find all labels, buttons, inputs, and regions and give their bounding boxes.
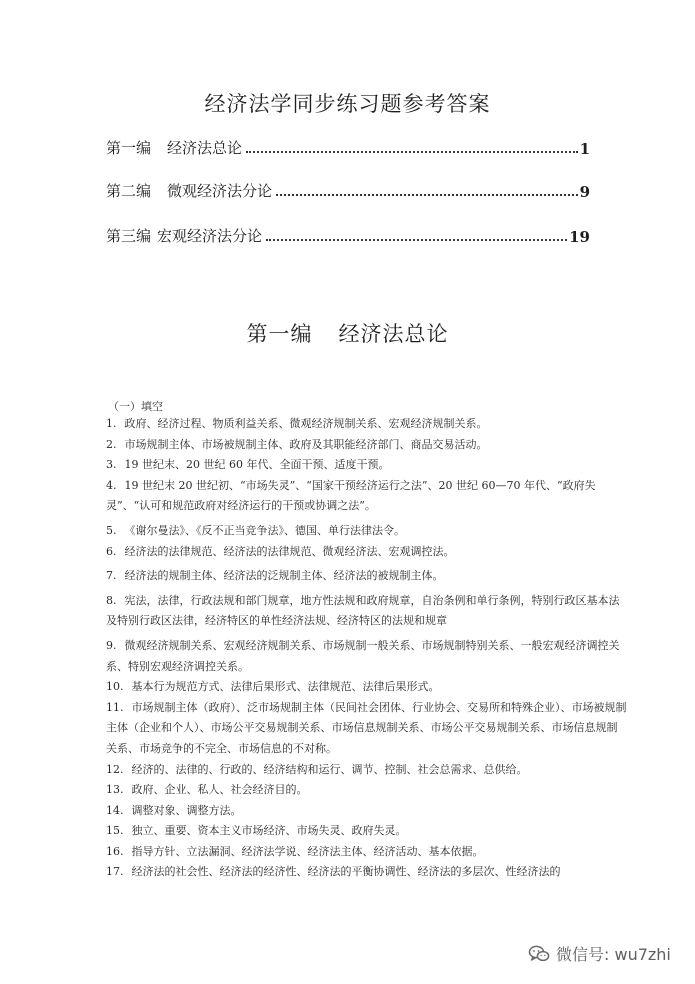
toc-name: 宏观经济法分论 [157,227,263,245]
answer-item [106,435,628,456]
answer-text: 指导方针、立法漏洞、经济法学说、经济法主体、经济活动、基本依据。 [131,844,484,858]
answer-item [106,521,628,542]
toc-part: 第三编 [106,227,152,245]
answer-item [106,636,628,677]
answer-item [106,455,628,476]
answer-item [106,414,628,435]
section-name: 经济法总论 [338,322,449,346]
answer-number: 10. [106,680,124,694]
answer-text: 经济的、法律的、行政的、经济结构和运行、调节、控制、社会总需求、总供给。 [131,762,528,776]
answer-item [106,677,628,698]
answer-text: 微观经济规制关系、宏观经济规制关系、市场规制一般关系、市场规制特别关系、一般宏观经济调控关系、特别宏观经济调控关系。 [106,638,620,673]
answer-item [106,566,628,587]
toc-entry[interactable] [106,134,590,158]
toc-part: 第二编 [106,182,152,200]
answer-text: 《谢尔曼法》、《反不正当竞争法》、德国、单行法律法令。 [124,523,405,537]
answer-text: 基本行为规范方式、法律后果形式、法律规范、法律后果形式。 [131,680,440,694]
section-part: 第一编 [246,322,313,346]
answer-number: 7. [106,569,117,583]
answer-text: 经济法的规制主体、经济法的泛规制主体、经济法的被规制主体。 [124,569,444,583]
toc-leader-dots [276,194,578,196]
answer-number: 12. [106,762,124,776]
answer-text: 调整对象、调整方法。 [131,803,242,817]
toc-leader-dots [266,239,567,241]
toc-part: 第一编 [106,139,152,157]
document-title: 经济法学同步练习题参考答案 [204,92,491,116]
answer-number: 5. [106,523,117,537]
answer-number: 17. [106,865,124,879]
answer-text: 独立、重要、资本主义市场经济、市场失灵、政府失灵。 [131,824,407,838]
answer-number: 15. [106,824,124,838]
answer-number: 2. [106,437,117,451]
answer-text: 宪法，法律，行政法规和部门规章，地方性法规和政府规章，自治条例和单行条例，特别行政区基本法及特别行政区法律，经济特区的单性经济法规、经济特区的法规和规章 [106,593,620,628]
toc-name: 微观经济法分论 [167,182,273,200]
answer-text: 经济法的法律规范、经济法的法律规范、微观经济法、宏观调控法。 [124,544,455,558]
answer-item [106,862,628,883]
answer-number: 9. [106,638,117,652]
watermark-text: 微信号: wu7zhi [556,945,671,964]
answer-item [106,698,628,760]
answer-text: 经济法的社会性、经济法的经济性、经济法的平衡协调性、经济法的多层次、性经济法的 [131,865,561,879]
answer-item [106,760,628,781]
answer-item [106,821,628,842]
answer-number: 6. [106,544,117,558]
answer-number: 1. [106,417,117,430]
answer-item [106,542,628,563]
answer-item [106,780,628,801]
answer-text: 19 世纪末、20 世纪 60 年代、全面干预、适度干预。 [124,458,390,472]
answer-number: 14. [106,803,124,817]
section-subheading: （一）填空 [108,400,163,413]
answer-list [106,414,628,883]
answer-number: 8. [106,593,117,607]
answer-text: 市场规制主体、市场被规制主体、政府及其职能经济部门、商品交易活动。 [124,437,488,451]
section-title [0,318,695,348]
answer-text: 政府、经济过程、物质利益关系、微观经济规制关系、宏观经济规制关系。 [124,417,488,430]
answer-item [106,476,628,517]
answer-number: 11. [106,700,124,714]
answer-text: 政府、企业、私人、社会经济目的。 [131,783,308,797]
answer-item [106,801,628,822]
answer-number: 3. [106,458,117,472]
answer-number: 4. [106,478,117,492]
answer-item [106,842,628,863]
wechat-icon [528,944,550,964]
toc-leader-dots [246,151,578,153]
toc-name: 经济法总论 [167,139,243,157]
answer-text: 19 世纪末 20 世纪初、“市场失灵”、“国家干预经济运行之法”、20 世纪 60—70 年代、“政府失灵”、“认可和规范政府对经济运行的干预或协调之法”。 [106,478,596,513]
answer-text: 市场规制主体（政府）、泛市场规制主体（民间社会团体、行业协会、交易所和特殊企业）、市场被规制主体（企业和个人）、市场公平交易规制关系、市场信息规制关系、市场公平交易规制关系、市场信息规制关系、市场竞争的不完全、市场信息的不对称。 [106,700,627,755]
toc-entry[interactable] [106,177,590,201]
answer-item [106,591,628,632]
toc-page-number: 19 [569,228,590,246]
toc-entry[interactable] [106,222,590,246]
toc-page-number: 9 [579,183,590,201]
answer-number: 16. [106,844,124,858]
wechat-watermark [528,942,671,965]
toc-page-number: 1 [579,140,590,158]
answer-number: 13. [106,783,124,797]
